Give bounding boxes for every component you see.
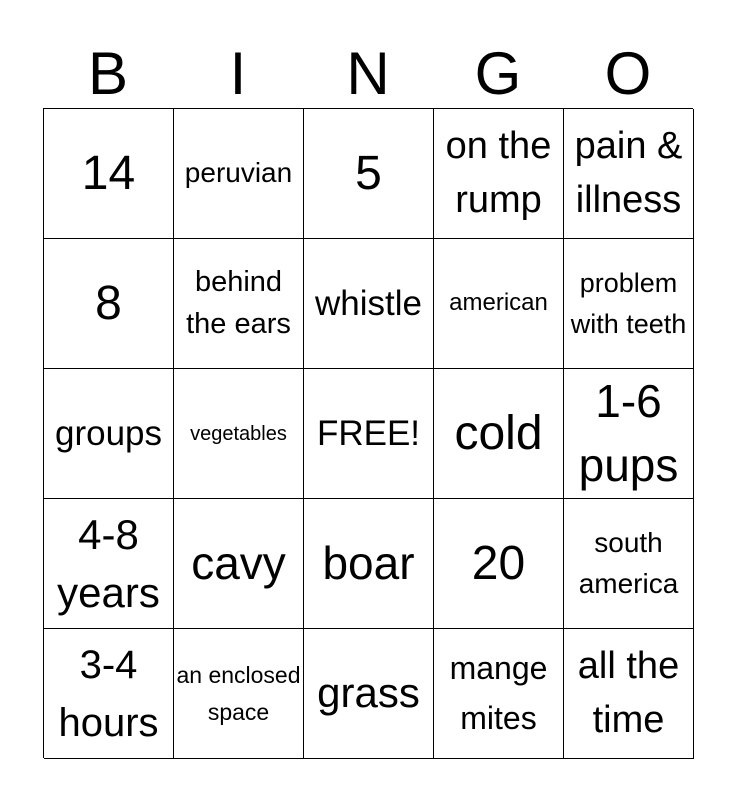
cell-text: behind the ears (186, 266, 291, 340)
bingo-cell-r3-c2[interactable] (174, 369, 304, 499)
header-letter-o: O (604, 40, 652, 107)
cell-text: on the rump (445, 124, 552, 221)
bingo-cell-r2-c4[interactable] (434, 239, 564, 369)
bingo-board (43, 108, 693, 758)
cell-text: 3-4 hours (58, 642, 159, 745)
header-letter-n: N (346, 40, 390, 107)
bingo-cell-r1-c2[interactable] (174, 109, 304, 239)
cell-text: 5 (355, 146, 382, 200)
cell-text: all the time (577, 644, 680, 741)
cell-text: vegetables (190, 422, 287, 445)
header-letter-g: G (474, 40, 522, 107)
bingo-cell-r2-c2[interactable] (174, 239, 304, 369)
bingo-cell-r3-c1[interactable] (44, 369, 174, 499)
cell-text: mange mites (449, 649, 548, 736)
cell-text: 14 (81, 146, 136, 200)
bingo-cell-r5-c1[interactable] (44, 629, 174, 759)
bingo-cell-r2-c1[interactable] (44, 239, 174, 369)
cell-text: cold (454, 406, 543, 460)
bingo-cell-r5-c3[interactable] (304, 629, 434, 759)
cell-text: FREE! (316, 413, 421, 453)
bingo-cell-r1-c3[interactable] (304, 109, 434, 239)
cell-text: peruvian (184, 157, 293, 189)
bingo-cell-r5-c5[interactable] (564, 629, 694, 759)
bingo-cell-r3-c3[interactable] (304, 369, 434, 499)
bingo-cell-r3-c5[interactable] (564, 369, 694, 499)
cell-text: cavy (191, 536, 286, 589)
bingo-cell-r2-c3[interactable] (304, 239, 434, 369)
cell-text: south america (578, 526, 679, 599)
bingo-cell-r4-c3[interactable] (304, 499, 434, 629)
bingo-header (43, 40, 693, 108)
cell-text: boar (322, 536, 415, 589)
cell-text: an enclosed space (176, 661, 301, 725)
cell-text: problem with teeth (570, 268, 687, 339)
bingo-cell-r4-c4[interactable] (434, 499, 564, 629)
bingo-cell-r1-c1[interactable] (44, 109, 174, 239)
bingo-cell-r5-c2[interactable] (174, 629, 304, 759)
bingo-cell-r3-c4[interactable] (434, 369, 564, 499)
cell-text: whistle (315, 283, 422, 323)
header-letter-b: B (87, 40, 129, 107)
header-letter-i: I (229, 40, 247, 107)
cell-text: pain & illness (574, 124, 683, 221)
cell-text: 4-8 years (57, 510, 160, 616)
bingo-cell-r1-c4[interactable] (434, 109, 564, 239)
cell-text: 20 (471, 536, 526, 590)
bingo-cell-r4-c2[interactable] (174, 499, 304, 629)
bingo-cell-r2-c5[interactable] (564, 239, 694, 369)
bingo-cell-r1-c5[interactable] (564, 109, 694, 239)
bingo-cell-r4-c5[interactable] (564, 499, 694, 629)
cell-text: groups (54, 413, 163, 453)
cell-text: 8 (95, 276, 122, 330)
cell-text: 1-6 pups (578, 375, 679, 491)
bingo-cell-r4-c1[interactable] (44, 499, 174, 629)
cell-text: grass (317, 669, 420, 717)
bingo-cell-r5-c4[interactable] (434, 629, 564, 759)
cell-text: american (449, 289, 548, 317)
